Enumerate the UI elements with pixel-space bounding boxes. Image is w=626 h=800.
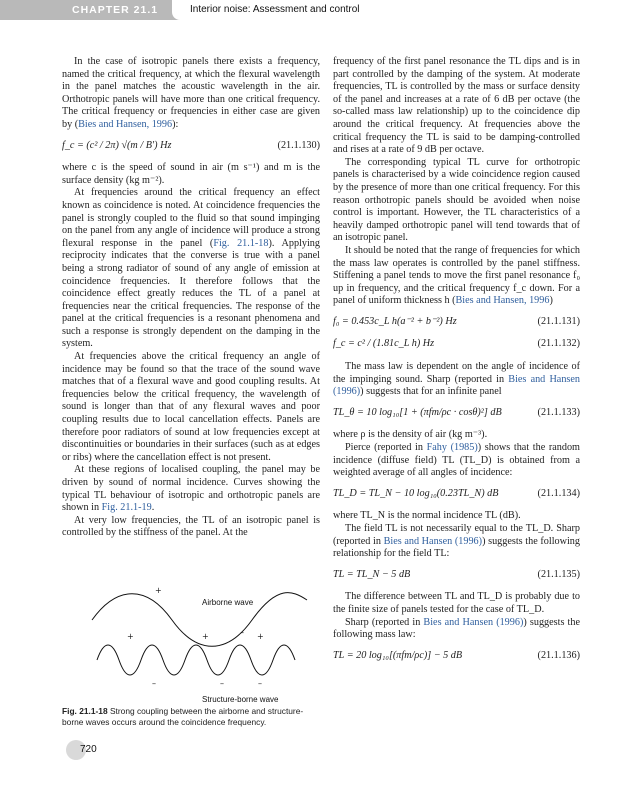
paragraph: where ρ is the density of air (kg m⁻³). — [333, 429, 488, 441]
equation-number: (21.1.131) — [537, 315, 580, 327]
paragraph: Sharp (reported in Bies and Hansen (1996)) suggests the following mass law: — [333, 616, 580, 641]
equation: TL_θ = 10 log₁₀[1 + (πfm/ρc · cosθ)²] dB (21.1.133) — [333, 406, 580, 418]
equation-number: (21.1.136) — [537, 649, 580, 661]
paragraph: At frequencies around the critical frequency an effect known as coincidence is noted. At coincidence frequencies the panel is strongly coupled to the fluid so that sound impinging on the panel from any angle of incidence will produce a strong flexural response in the panel (Fig. 21.1-18). Applying reciprocity indicates that the converse is true with a panel being a strong radiator of sound of any angle of emission at coincidence frequencies. It therefore follows that the coincidence effect greatly reduces the TL of a panel at frequencies near the critical frequencies. The response of the panel at the critical frequencies is a resonant phenomena and such a response is strongly dependent on the damping in the system. — [62, 187, 320, 350]
paragraph: In the case of isotropic panels there exists a frequency, named the critical frequency, at which the flexural wavelength in the panel matches the acoustic wavelength in the air. Orthotropic panels will have more than one critical frequency. The critical frequency or frequencies in either case are given by (Bies and Hansen, 1996): — [62, 56, 320, 130]
plus-sign: + — [257, 632, 264, 641]
chapter-label: CHAPTER 21.1 — [0, 0, 180, 20]
structure-borne-wave-curve — [97, 645, 295, 675]
equation-number: (21.1.134) — [537, 487, 580, 499]
page-number: 720 — [80, 744, 97, 755]
paragraph: where c is the speed of sound in air (m s⁻¹) and m is the surface density (kg m⁻²). — [62, 162, 320, 186]
minus-sign: – — [258, 679, 262, 688]
figure-caption — [62, 706, 320, 728]
citation-link[interactable]: Bies and Hansen (1996) — [333, 373, 580, 398]
coupling-figure — [62, 585, 320, 705]
structure-borne-wave-label: Structure-borne wave — [202, 695, 279, 704]
plus-sign: + — [155, 586, 162, 595]
right-column — [333, 56, 580, 672]
caption-id: Fig. 21.1-18 — [62, 706, 108, 716]
figure-link[interactable]: Fig. 21.1-19 — [101, 502, 152, 514]
paragraph: At very low frequencies, the TL of an isotropic panel is controlled by the stiffness of the panel. At the — [62, 514, 320, 539]
page-header — [0, 0, 626, 20]
equation: TL_D = TL_N − 10 log₁₀(0.23TL_N) dB (21.1.134) — [333, 487, 580, 499]
equation: f₀ = 0.453c_L h(a⁻² + b⁻²) Hz (21.1.131) — [333, 315, 580, 327]
equation-number: (21.1.130) — [277, 139, 320, 151]
minus-sign: – — [240, 628, 244, 637]
equation: f_c = c² / (1.81c_L h) Hz (21.1.132) — [333, 338, 580, 350]
airborne-wave-label: Airborne wave — [202, 598, 254, 607]
equation-number: (21.1.133) — [537, 406, 580, 418]
paragraph: frequency of the first panel resonance the TL dips and is in part controlled by the damping of the system. At moderate frequencies, TL is controlled by the mass or surface density of the panel and increases at a rate of 6 dB per octave (the so-called mass law relationship) up to the coincidence dip around the critical frequency. At frequencies above the critical frequency the TL is said to be damping-controlled and rises at a rate of 9 dB per octave. — [333, 56, 580, 156]
equation-number: (21.1.132) — [537, 338, 580, 350]
paragraph: where TL_N is the normal incidence TL (dB). — [333, 510, 521, 522]
paragraph: It should be noted that the range of frequencies for which the mass law operates is controlled by the panel stiffness. Stiffening a panel tends to move the first panel resonance f₀ up in frequency, and the critical frequency f_c down. For a panel of uniform thickness h (Bies and Hansen, 1996) — [333, 244, 580, 307]
minus-sign: – — [152, 679, 156, 688]
figure-link[interactable]: Fig. 21.1-18 — [213, 237, 269, 249]
caption-text: Strong coupling between the airborne and structure-borne waves occurs around the coincidence frequency. — [62, 706, 304, 727]
paragraph: Pierce (reported in Fahy (1985)) shows that the random incidence (diffuse field) TL (TL_D) is obtained from a weighted average of all angles of incidence: — [333, 442, 580, 479]
equation: f_c = (c² / 2π) √(m / B′) Hz (21.1.130) — [62, 139, 320, 151]
wave-diagram — [62, 585, 320, 705]
equation-number: (21.1.135) — [537, 568, 580, 580]
citation-link[interactable]: Bies and Hansen, 1996 — [455, 295, 550, 307]
paragraph: At frequencies above the critical frequency an angle of incidence may be found so that the trace of the sound wave matches that of a flexural wave and good coupling results. At frequencies below the critical frequency, the wavelength of sound is longer than that of any flexural waves and poor coupling results due to local cancellation effects. Panels are therefore poor radiators of sound at low frequencies except at discontinuities or boundaries in their surfaces (such as at edges or ribs) where the cancellation effect is not present. — [62, 351, 320, 463]
left-column — [62, 56, 320, 540]
citation-link[interactable]: Fahy (1985) — [426, 442, 478, 454]
plus-sign: + — [202, 632, 209, 641]
minus-sign: – — [220, 679, 224, 688]
airborne-wave-curve — [92, 593, 307, 647]
paragraph: The corresponding typical TL curve for orthotropic panels is characterised by a wide coincidence region caused by the presence of more than one critical frequency. For this reason orthotropic panels should be avoided when noise control is important. However, the TL characteristics of a heavily damped orthotropic panel will tend towards that of an isotropic panel. — [333, 156, 580, 244]
citation-link[interactable]: Bies and Hansen, 1996 — [78, 118, 173, 130]
paragraph: The field TL is not necessarily equal to the TL_D. Sharp (reported in Bies and Hansen (1996)) suggests the following relationship for the field TL: — [333, 523, 580, 560]
equation: TL = 20 log₁₀[(πfm/ρc)] − 5 dB (21.1.136) — [333, 649, 580, 661]
citation-link[interactable]: Bies and Hansen (1996) — [423, 616, 524, 628]
paragraph: The mass law is dependent on the angle of incidence of the impinging sound. Sharp (reported in Bies and Hansen (1996)) suggests that for an infinite panel — [333, 361, 580, 398]
paragraph: At these regions of localised coupling, the panel may be driven by sound of normal incidence. Curves showing the typical TL behaviour of isotropic and orthotropic panels are shown in Fig. 21.1-19. — [62, 464, 320, 514]
paragraph: The difference between TL and TL_D is probably due to the finite size of panels tested for the case of TL_D. — [333, 591, 580, 615]
equation: TL = TL_N − 5 dB (21.1.135) — [333, 568, 580, 580]
chapter-title: Interior noise: Assessment and control — [190, 4, 360, 15]
header-tab-notch — [172, 0, 188, 20]
citation-link[interactable]: Bies and Hansen (1996) — [383, 535, 483, 547]
plus-sign: + — [127, 632, 134, 641]
